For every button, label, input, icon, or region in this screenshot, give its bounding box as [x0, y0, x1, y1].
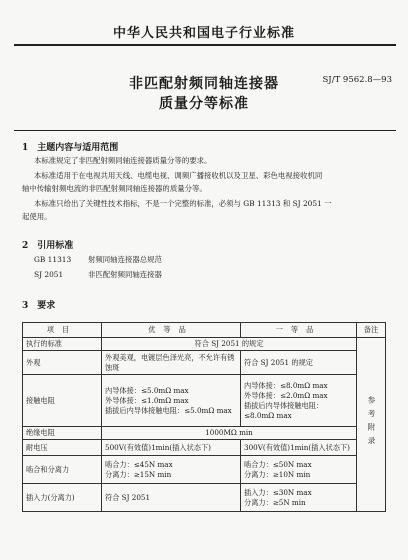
header-note: 备注 — [357, 323, 386, 338]
row-grade-a: 符合 SJ 2051 的规定 — [102, 338, 357, 351]
section-1-para-1: 本标准规定了非匹配射频同轴连接器质量分等的要求。 — [34, 156, 212, 165]
note-text: 参考附录 — [367, 396, 376, 450]
row-item: 耐电压 — [23, 440, 102, 456]
title-line-2: 质量分等标准 — [159, 96, 249, 112]
section-1-heading: 1 主题内容与适用范围 — [22, 143, 119, 153]
section-2-heading: 2 引用标准 — [22, 241, 74, 251]
row-grade-a: 啮合力：≤45N max 分离力：≥15N min — [102, 456, 241, 484]
table-row — [23, 484, 386, 512]
section-3-heading: 3 要求 — [22, 301, 56, 311]
table-row — [23, 456, 386, 484]
title-rule — [14, 130, 396, 131]
standard-code: SJ/T 9562.8—93 — [322, 75, 392, 85]
row-grade-b: 内导体接：≤8.0mΩ max 外导体接：≤2.0mΩ max 插拔后内导体接触电阻：≤8.0mΩ max — [241, 375, 357, 427]
ref-name-1: 射频同轴连接器总规范 — [88, 255, 162, 264]
header-grade-b: 一等品 — [241, 323, 357, 338]
row-grade-a: 外观美观，电镀层色泽光亮，不允许有锈蚀斑 — [102, 351, 241, 375]
table-row — [23, 338, 386, 351]
ref-name-2: 非匹配射频同轴连接器 — [88, 270, 162, 279]
section-1-para-3a: 本标准只给出了关键性技术指标，不是一个完整的标准，必须与 GB 11313 和 SJ 2051 一 — [34, 199, 332, 208]
row-grade-a: 内导体接：≤5.0mΩ max 外导体接：≤1.0mΩ max 插拔后内导体接触电阻：≤5.0mΩ max — [102, 375, 241, 427]
row-item: 绝缘电阻 — [23, 427, 102, 440]
table-header-row — [23, 323, 386, 338]
row-grade-b: 300V(有效值)1min(插入状态下) — [241, 440, 357, 456]
header-grade-a: 优等品 — [102, 323, 241, 338]
table-row — [23, 351, 386, 375]
row-grade-a: 500V(有效值)1min(插入状态下) — [102, 440, 241, 456]
row-grade-b: 符合 SJ 2051 的规定 — [241, 351, 357, 375]
ref-code-2: SJ 2051 — [34, 270, 64, 279]
table-row — [23, 440, 386, 456]
row-note — [357, 338, 386, 512]
header-rule — [14, 44, 396, 46]
row-grade-a: 1000MΩ min — [102, 427, 357, 440]
row-item: 插入力(分离力) — [23, 484, 102, 512]
section-1-para-3b: 起使用。 — [22, 212, 52, 221]
row-item: 执行的标准 — [23, 338, 102, 351]
header-item: 项目 — [23, 323, 102, 338]
standard-header: 中华人民共和国电子行业标准 — [112, 26, 295, 41]
row-grade-b: 啮合力：≤50N max 分离力：≥10N min — [241, 456, 357, 484]
row-item: 外观 — [23, 351, 102, 375]
section-1-para-2b: 轴中传输射频电流的非匹配射频同轴连接器的质量分等。 — [22, 184, 207, 193]
row-grade-b: 插入力：≤30N max 分离力：≥5N min — [241, 484, 357, 512]
section-1-para-2a: 本标准适用于在电视共用天线、电缆电视、调频广播接收机以及卫星、彩色电视接收机同 — [34, 171, 323, 180]
row-grade-a: 符合 SJ 2051 — [102, 484, 241, 512]
ref-code-1: GB 11313 — [34, 255, 72, 264]
title-line-1: 非匹配射频同轴连接器 — [129, 76, 279, 92]
row-item: 啮合和分离力 — [23, 456, 102, 484]
table-row — [23, 427, 386, 440]
table-row — [23, 375, 386, 427]
row-item: 接触电阻 — [23, 375, 102, 427]
requirements-table — [22, 322, 386, 512]
